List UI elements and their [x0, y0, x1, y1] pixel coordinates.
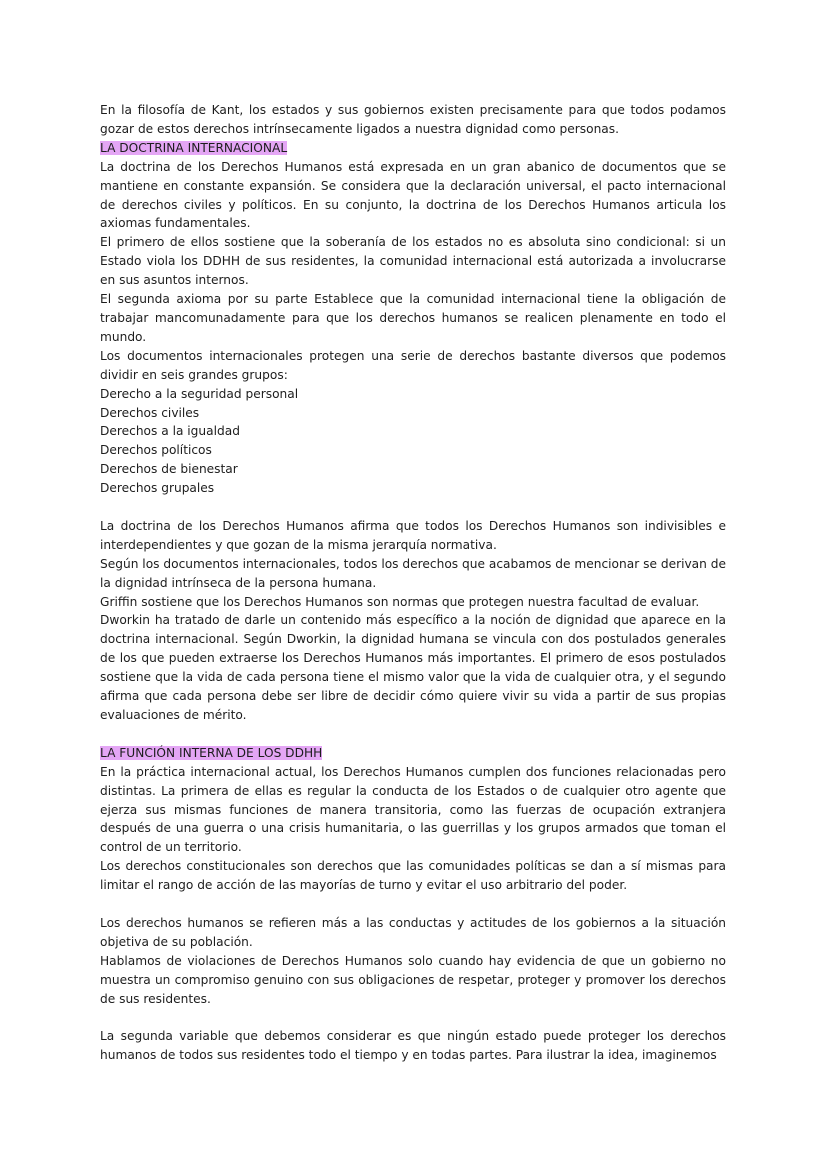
list-item: Derechos políticos — [100, 443, 212, 458]
paragraph-violaciones: Hablamos de violaciones de Derechos Humanos solo cuando hay evidencia de que un gobierno no muestra un compromiso genuino con sus obligaciones de respetar, proteger y promover los derechos de sus residentes. — [100, 953, 726, 1006]
paragraph-practica-internacional: En la práctica internacional actual, los Derechos Humanos cumplen dos funciones relacionadas pero distintas. La primera de ellas es regular la conducta de los Estados o de cualquier otro agente que ejerza sus mismas funciones de manera transitoria, como las fuerzas de ocupación extranjera después de una guerra o una crisis humanitaria, o las guerrillas y los grupos armados que toman el control de un territorio. — [100, 764, 726, 855]
list-item: Derechos grupales — [100, 481, 215, 496]
heading-highlight: LA DOCTRINA INTERNACIONAL — [100, 140, 288, 155]
heading-doctrina-internacional — [100, 139, 726, 158]
paragraph-documentos: Los documentos internacionales protegen una serie de derechos bastante diversos que podemos dividir en seis grandes grupos: — [100, 348, 726, 382]
paragraph-conductas: Los derechos humanos se refieren más a las conductas y actitudes de los gobiernos a la situación objetiva de su población. — [100, 915, 726, 949]
document-body — [100, 101, 726, 1065]
paragraph-dworkin: Dworkin ha tratado de darle un contenido más específico a la noción de dignidad que aparece en la doctrina internacional. Según Dworkin, la dignidad humana se vincula con dos postulados generales de los que pueden extraerse los Derechos Humanos más importantes. El primero de esos postulados sostiene que la vida de cada persona tiene el mismo valor que la vida de cualquier otra, y el segundo afirma que cada persona debe ser libre de decidir cómo quiere vivir su vida a partir de sus propias evaluaciones de mérito. — [100, 613, 726, 722]
paragraph-griffin: Griffin sostiene que los Derechos Humanos son normas que protegen nuestra facultad de evaluar. — [100, 594, 700, 609]
paragraph-doctrina: La doctrina de los Derechos Humanos está expresada en un gran abanico de documentos que se mantiene en constante expansión. Se considera que la declaración universal, el pacto internacional de derechos civiles y políticos. En su conjunto, la doctrina de los Derechos Humanos articula los axiomas fundamentales. — [100, 159, 726, 231]
blank-line — [100, 498, 726, 517]
list-item: Derechos de bienestar — [100, 462, 238, 477]
blank-line — [100, 1008, 726, 1027]
heading-highlight: LA FUNCIÓN INTERNA DE LOS DDHH — [100, 745, 323, 760]
paragraph-dignidad: Según los documentos internacionales, todos los derechos que acabamos de mencionar se derivan de la dignidad intrínseca de la persona humana. — [100, 556, 726, 590]
blank-line — [100, 895, 726, 914]
list-item: Derechos a la igualdad — [100, 424, 240, 439]
paragraph-derechos-constitucionales: Los derechos constitucionales son derechos que las comunidades políticas se dan a sí mismas para limitar el rango de acción de las mayorías de turno y evitar el uso arbitrario del poder. — [100, 859, 726, 893]
paragraph-indivisibles: La doctrina de los Derechos Humanos afirma que todos los Derechos Humanos son indivisibles e interdependientes y que gozan de la misma jerarquía normativa. — [100, 518, 726, 552]
list-item: Derecho a la seguridad personal — [100, 386, 299, 401]
paragraph-segunda-variable: La segunda variable que debemos considerar es que ningún estado puede proteger los derechos humanos de todos sus residentes todo el tiempo y en todas partes. Para ilustrar la idea, imaginemos — [100, 1029, 726, 1063]
paragraph-kant: En la filosofía de Kant, los estados y sus gobiernos existen precisamente para que todos podamos gozar de estos derechos intrínsecamente ligados a nuestra dignidad como personas. — [100, 103, 726, 136]
heading-funcion-interna — [100, 744, 726, 763]
list-item: Derechos civiles — [100, 405, 200, 420]
rights-groups-list — [100, 385, 726, 498]
paragraph-primer-axioma: El primero de ellos sostiene que la soberanía de los estados no es absoluta sino condicional: si un Estado viola los DDHH de sus residentes, la comunidad internacional está autorizada a involucrarse en sus asuntos internos. — [100, 235, 726, 288]
paragraph-segundo-axioma: El segunda axioma por su parte Establece que la comunidad internacional tiene la obligación de trabajar mancomunadamente para que los derechos humanos se realicen plenamente en todo el mundo. — [100, 292, 726, 344]
blank-line — [100, 725, 726, 744]
